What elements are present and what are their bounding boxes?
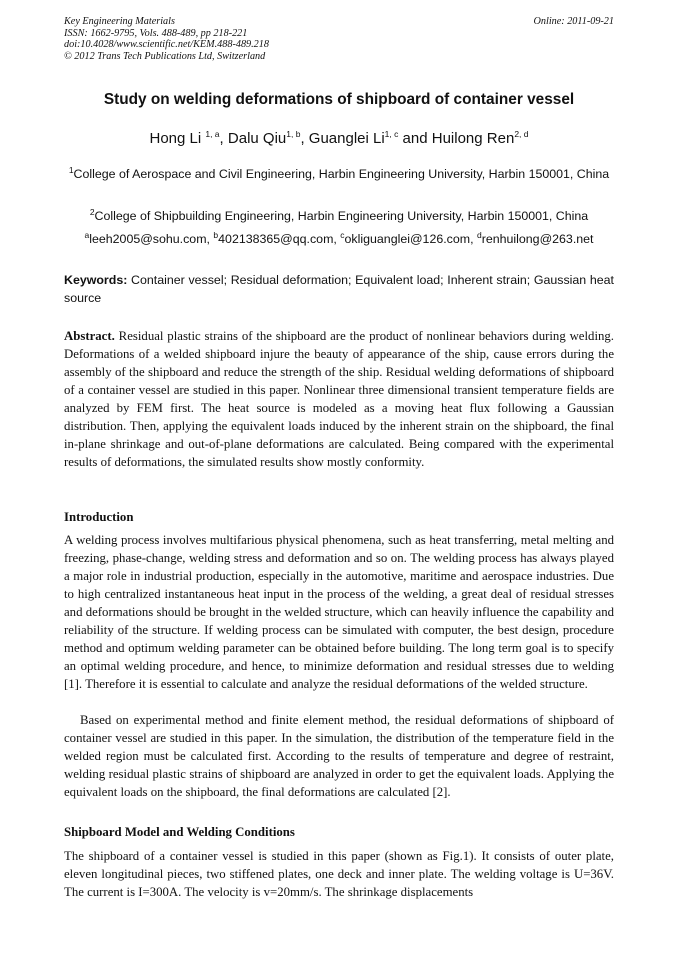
email-sup: c [340, 229, 345, 240]
author-sup: 1, c [384, 129, 399, 139]
email-link: okliguanglei@126.com, [344, 232, 477, 246]
section-heading-shipboard-model: Shipboard Model and Welding Conditions [64, 825, 295, 839]
author-separator: and [398, 130, 432, 147]
online-date: Online: 2011-09-21 [533, 16, 614, 27]
author-separator: , [219, 130, 228, 147]
introduction-paragraph-1: A welding process involves multifarious physical phenomena, such as heat transferring, metal melting and freezing, phase-change, welding stress and deformation and so on. The welding process has always played a major role in industrial production, especially in the automotive, maritime and aerospace industries. Due to high centralized instantaneous heat input in the process of the welding, a great deal of residual stresses and deformations should be brought in the welded structure, which can heavily influence the capability and reliability of the structure. If welding process can be simulated with computer, the best design, procedure method and optimum welding parameter can be obtained before building. The long term goal is to specify an optimal welding procedure, and hence, to minimize deformation and residual stresses due to welding [1]. Therefore it is essential to calculate and analyze the residual deformations of the welded structure. [64, 533, 614, 691]
doi-line: doi:10.4028/www.scientific.net/KEM.488-489.218 [64, 39, 269, 51]
author-list [40, 130, 638, 147]
keywords-block [64, 271, 614, 307]
author-sup: 2, d [514, 129, 529, 139]
affiliation-sup: 2 [89, 206, 95, 217]
email-sup: a [84, 229, 90, 240]
copyright-line: © 2012 Trans Tech Publications Ltd, Switzerland [64, 50, 266, 62]
email-list [64, 229, 614, 246]
author-name: Huilong Ren [431, 130, 515, 147]
email-link: renhuilong@263.net [481, 232, 594, 246]
email-link: leeh2005@sohu.com, [89, 232, 214, 246]
journal-name: Key Engineering Materials [64, 16, 175, 27]
email-sup: b [213, 229, 219, 240]
author-separator: , [300, 130, 309, 147]
affiliation-2 [64, 207, 614, 226]
keywords-label: Keywords: [64, 273, 128, 287]
affiliation-1 [64, 165, 614, 184]
shipboard-paragraph-1: The shipboard of a container vessel is studied in this paper (shown as Fig.1). It consists of outer plate, eleven longitudinal pieces, two stiffened plates, one deck and inner plate. The welding voltage is U=36V. The current is I=300A. The velocity is v=20mm/s. The shrinkage displacements [64, 849, 614, 899]
abstract-block [64, 328, 614, 472]
section-heading-introduction: Introduction [64, 510, 134, 524]
issn-line: ISSN: 1662-9795, Vols. 488-489, pp 218-221 [64, 27, 248, 39]
paper-title: Study on welding deformations of shipboard of container vessel [103, 91, 575, 108]
author-name: Dalu Qiu [227, 130, 287, 147]
affiliation-text: College of Aerospace and Civil Engineering, Harbin Engineering University, Harbin 150001, China [73, 167, 610, 181]
author-sup: 1, b [286, 129, 301, 139]
keywords-text: Container vessel; Residual deformation; Equivalent load; Inherent strain; Gaussian heat source [64, 273, 614, 305]
affiliation-sup: 1 [68, 164, 74, 175]
author-name: Guanglei Li [308, 130, 385, 147]
affiliation-text: College of Shipbuilding Engineering, Harbin Engineering University, Harbin 150001, China [94, 209, 589, 223]
journal-header [64, 16, 614, 62]
abstract-label: Abstract. [64, 329, 115, 343]
author-name: Hong Li [149, 130, 206, 147]
author-sup: 1, a [205, 129, 220, 139]
email-link: 402138365@qq.com, [218, 232, 341, 246]
abstract-text: Residual plastic strains of the shipboard are the product of nonlinear behaviors during welding. Deformations of a welded shipboard injure the beauty of appearance of the ship, cause errors during the assembly of the shipboard and reduce the strength of the ship. Residual welding deformations of shipboard of a container vessel are studied in this paper. Nonlinear three dimensional transient temperature fields are analyzed by FEM first. The heat source is modeled as a moving heat flux following a Gaussian distribution. Then, applying the equivalent loads induced by the inherent strain on the shipboard, the final in-plane shrinkage and out-of-plane deformations are calculated. Being compared with the experimental results of deformations, the simulated results show mostly conformity. [64, 329, 614, 469]
introduction-paragraph-2: Based on experimental method and finite element method, the residual deformations of shipboard of container vessel are studied in this paper. In the simulation, the distribution of the temperature field in the welded region must be calculated first. According to the results of temperature and degree of restraint, welding residual plastic strains of shipboard are analyzed in order to get the equivalent loads. Applying the equivalent loads on the shipboard, the final deformations are calculated [2]. [64, 713, 614, 799]
email-sup: d [476, 229, 482, 240]
